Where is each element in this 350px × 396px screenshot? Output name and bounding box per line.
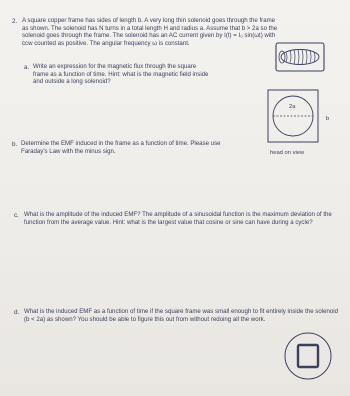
part-a-text: Write an expression for the magnetic flux through the square frame as a function of time. Hint: what is the magnetic field inside and outside a long solenoid? <box>33 63 209 86</box>
solenoid-cross-section <box>273 96 313 136</box>
side-length-label: b <box>326 116 330 122</box>
frame-square <box>268 90 318 142</box>
problem-number: 2. <box>12 18 18 25</box>
part-d-label: d. <box>14 309 20 316</box>
part-b-text: Determine the EMF induced in the frame as a function of time. Please use Faraday's Law with the minus sign. <box>21 140 221 155</box>
head-on-view-caption: head on view <box>270 150 305 156</box>
part-c-label: c. <box>14 212 19 219</box>
part-a-label: a. <box>24 64 30 71</box>
diameter-label: 2a <box>289 104 296 110</box>
square-frame <box>276 43 324 71</box>
frame-inside-solenoid-figure <box>282 330 334 382</box>
solenoid-end <box>279 51 285 63</box>
solenoid-windings <box>286 50 315 64</box>
part-d-text: What is the induced EMF as a function of time if the square frame was small enough to fit entirely inside the solenoid (b < 2a) as shown? You should be able to figure this out from without redoing all the work. <box>24 308 338 323</box>
head-on-view-figure <box>262 86 332 148</box>
part-c-text: What is the amplitude of the induced EMF? The amplitude of a sinusoidal function is the maximum deviation of the function from the average value. Hint: what is the largest value that cosine or sine can have during a cycle? <box>24 211 332 226</box>
problem-intro: A square copper frame has sides of length b. A very long thin solenoid goes through the frame as shown. The solenoid has N turns in a total length H and radius a. Assume that b > 2a so the solenoid goes through the frame. The solenoid has an AC current given by I(t) = I₀ sin(ωt) with ccw counted as positive. The angular frequency ω is constant. <box>22 17 278 47</box>
solenoid-circle <box>285 333 331 379</box>
small-square-frame <box>298 345 318 367</box>
solenoid-through-frame-figure <box>270 40 330 74</box>
part-b-label: b. <box>12 141 18 148</box>
